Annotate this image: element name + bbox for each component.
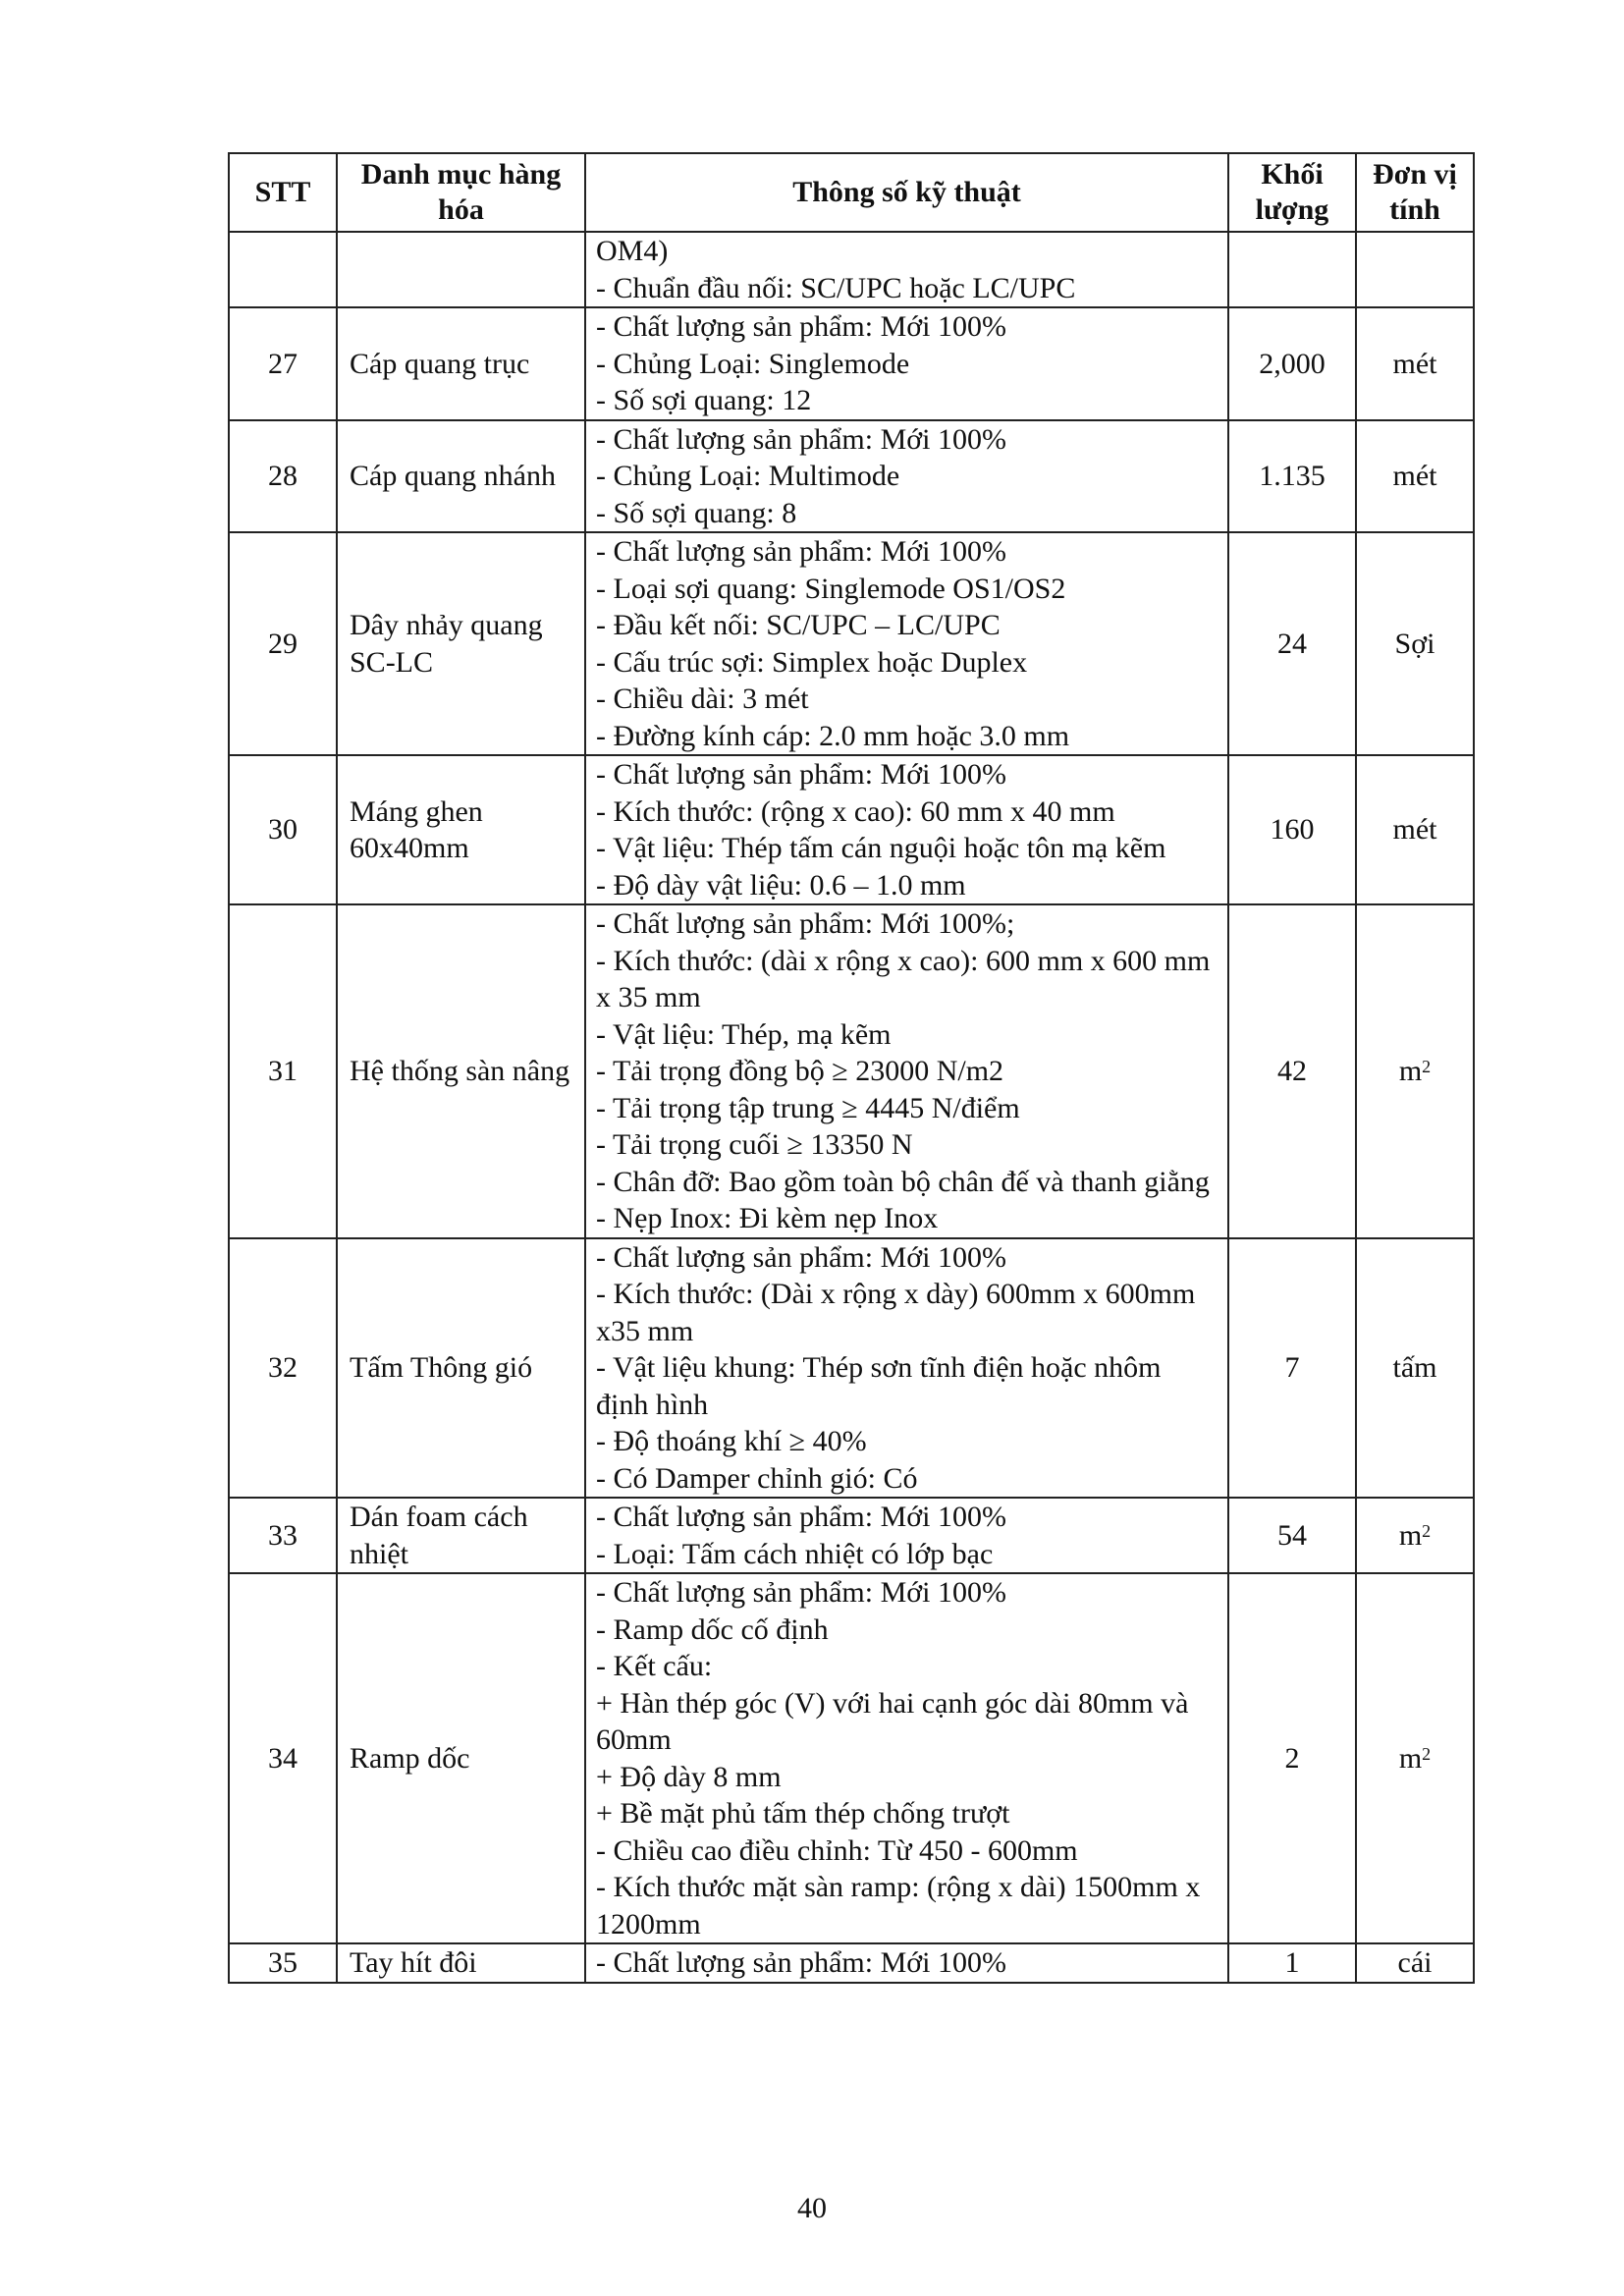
spec-table: [228, 152, 1475, 1984]
spec-line: - Vật liệu khung: Thép sơn tĩnh điện hoặc nhôm định hình: [596, 1351, 1162, 1421]
spec-line: - Chuẩn đầu nối: SC/UPC hoặc LC/UPC: [596, 271, 1076, 304]
header-stt: STT: [229, 153, 337, 232]
row-stt: 34: [229, 1573, 337, 1943]
spec-line: - Chủng Loại: Multimode: [596, 460, 900, 492]
spec-line: OM4): [596, 235, 669, 267]
row-item-name: Máng ghen 60x40mm: [337, 755, 585, 904]
row-unit: [1356, 1573, 1474, 1943]
spec-line: - Tải trọng cuối ≥ 13350 N: [596, 1128, 913, 1161]
row-spec: [585, 1498, 1228, 1573]
table-row: [229, 1943, 1474, 1983]
spec-line: - Độ dày vật liệu: 0.6 – 1.0 mm: [596, 868, 966, 902]
unit-text: tấm: [1392, 1351, 1437, 1384]
row-quantity: 2,000: [1228, 307, 1356, 420]
continuation-spec-cell: [585, 232, 1228, 307]
spec-line: - Số sợi quang: 12: [596, 384, 812, 416]
continuation-stt-cell: [229, 232, 337, 307]
spec-line: + Bề mặt phủ tấm thép chống trượt: [596, 1797, 1010, 1830]
row-quantity: 54: [1228, 1498, 1356, 1573]
header-spec: Thông số kỹ thuật: [585, 153, 1228, 232]
row-quantity: 7: [1228, 1238, 1356, 1499]
spec-line: - Kích thước: (dài x rộng x cao): 600 mm x 600 mm x 35 mm: [596, 944, 1211, 1013]
unit-superscript: 2: [1422, 1057, 1432, 1076]
row-quantity: 42: [1228, 904, 1356, 1238]
table-row: [229, 755, 1474, 904]
spec-line: - Chất lượng sản phẩm: Mới 100%: [596, 1501, 1006, 1533]
page-number: 40: [797, 2192, 827, 2224]
row-spec: [585, 1238, 1228, 1499]
spec-line: - Kết cấu:: [596, 1650, 713, 1682]
spec-line: - Chất lượng sản phẩm: Mới 100%: [596, 1946, 1006, 1979]
table-row: [229, 532, 1474, 755]
row-item-name: Tấm Thông gió: [337, 1238, 585, 1499]
header-unit: Đơn vị tính: [1356, 153, 1474, 232]
spec-line: - Tải trọng tập trung ≥ 4445 N/điểm: [596, 1091, 1020, 1124]
row-quantity: 24: [1228, 532, 1356, 755]
table-row: [229, 307, 1474, 420]
spec-line: - Có Damper chỉnh gió: Có: [596, 1461, 918, 1495]
unit-text: Sợi: [1394, 627, 1435, 660]
spec-line: + Độ dày 8 mm: [596, 1760, 782, 1793]
spec-line: - Chủng Loại: Singlemode: [596, 347, 910, 380]
table-row: [229, 1498, 1474, 1573]
row-stt: 31: [229, 904, 337, 1238]
spec-line: - Nẹp Inox: Đi kèm nẹp Inox: [596, 1202, 939, 1234]
spec-line: - Chiều cao điều chỉnh: Từ 450 - 600mm: [596, 1833, 1078, 1867]
spec-line: - Kích thước: (rộng x cao): 60 mm x 40 mm: [596, 794, 1115, 828]
spec-line: - Đường kính cáp: 2.0 mm hoặc 3.0 mm: [596, 719, 1070, 752]
row-stt: 27: [229, 307, 337, 420]
row-stt: 29: [229, 532, 337, 755]
unit-superscript: 2: [1422, 1743, 1432, 1764]
row-spec: [585, 1573, 1228, 1943]
spec-line: - Chiều dài: 3 mét: [596, 683, 809, 715]
spec-line: - Đầu kết nối: SC/UPC – LC/UPC: [596, 609, 1001, 641]
row-spec: [585, 755, 1228, 904]
spec-line: - Chất lượng sản phẩm: Mới 100%: [596, 310, 1006, 343]
table-row: [229, 1238, 1474, 1499]
table-row: [229, 420, 1474, 533]
row-spec: [585, 420, 1228, 533]
row-unit: [1356, 307, 1474, 420]
row-stt: 30: [229, 755, 337, 904]
row-unit: [1356, 755, 1474, 904]
table-row: [229, 1573, 1474, 1943]
spec-line: - Chất lượng sản phẩm: Mới 100%: [596, 422, 1006, 456]
spec-line: - Ramp dốc cố định: [596, 1613, 829, 1646]
row-stt: 32: [229, 1238, 337, 1499]
row-stt: 28: [229, 420, 337, 533]
spec-line: + Hàn thép góc (V) với hai cạnh góc dài 80mm và 60mm: [596, 1686, 1189, 1756]
row-spec: [585, 532, 1228, 755]
row-item-name: Cáp quang nhánh: [337, 420, 585, 533]
row-item-name: Dán foam cách nhiệt: [337, 1498, 585, 1573]
unit-text: m: [1398, 1741, 1423, 1775]
spec-line: - Vật liệu: Thép tấm cán nguội hoặc tôn mạ kẽm: [596, 832, 1166, 864]
table-header-row: [229, 153, 1474, 232]
unit-text: mét: [1392, 347, 1437, 380]
row-unit: [1356, 1498, 1474, 1573]
unit-superscript: 2: [1422, 1520, 1432, 1541]
continuation-unit-cell: [1356, 232, 1474, 307]
unit-text: mét: [1392, 460, 1437, 492]
row-quantity: 1.135: [1228, 420, 1356, 533]
row-unit: [1356, 1943, 1474, 1983]
row-spec: [585, 1943, 1228, 1983]
spec-line: - Chất lượng sản phẩm: Mới 100%;: [596, 907, 1015, 940]
row-item-name: Cáp quang trục: [337, 307, 585, 420]
spec-line: - Loại: Tấm cách nhiệt có lớp bạc: [596, 1537, 994, 1570]
spec-line: - Chân đỡ: Bao gồm toàn bộ chân đế và thanh giằng: [596, 1165, 1210, 1198]
header-name: Danh mục hàng hóa: [337, 153, 585, 232]
row-item-name: Hệ thống sàn nâng: [337, 904, 585, 1238]
unit-text: m: [1398, 1518, 1423, 1552]
spec-line: - Độ thoáng khí ≥ 40%: [596, 1425, 867, 1457]
row-unit: [1356, 904, 1474, 1238]
spec-line: - Chất lượng sản phẩm: Mới 100%: [596, 758, 1006, 791]
row-unit: [1356, 420, 1474, 533]
continuation-name-cell: [337, 232, 585, 307]
row-spec: [585, 307, 1228, 420]
row-stt: 35: [229, 1943, 337, 1983]
row-item-name: Dây nhảy quang SC-LC: [337, 532, 585, 755]
spec-line: - Số sợi quang: 8: [596, 496, 797, 529]
spec-line: - Chất lượng sản phẩm: Mới 100%: [596, 535, 1006, 568]
row-item-name: Ramp dốc: [337, 1573, 585, 1943]
unit-text: mét: [1392, 813, 1437, 847]
table-row: [229, 904, 1474, 1238]
spec-line: - Cấu trúc sợi: Simplex hoặc Duplex: [596, 645, 1028, 679]
spec-line: - Chất lượng sản phẩm: Mới 100%: [596, 1576, 1006, 1609]
continuation-row: [229, 232, 1474, 307]
row-quantity: 2: [1228, 1573, 1356, 1943]
spec-line: - Kích thước mặt sàn ramp: (rộng x dài) 1500mm x 1200mm: [596, 1871, 1201, 1941]
row-item-name: Tay hít đôi: [337, 1943, 585, 1983]
unit-text: cái: [1397, 1946, 1433, 1979]
spec-line: - Loại sợi quang: Singlemode OS1/OS2: [596, 572, 1066, 605]
row-spec: [585, 904, 1228, 1238]
table-body: [229, 232, 1474, 1983]
spec-line: - Tải trọng đồng bộ ≥ 23000 N/m2: [596, 1055, 1004, 1087]
spec-line: - Chất lượng sản phẩm: Mới 100%: [596, 1240, 1006, 1274]
row-quantity: 160: [1228, 755, 1356, 904]
row-quantity: 1: [1228, 1943, 1356, 1983]
unit-text: m: [1398, 1055, 1423, 1087]
row-unit: [1356, 1238, 1474, 1499]
row-unit: [1356, 532, 1474, 755]
continuation-qty-cell: [1228, 232, 1356, 307]
spec-line: - Vật liệu: Thép, mạ kẽm: [596, 1017, 892, 1051]
spec-line: - Kích thước: (Dài x rộng x dày) 600mm x 600mm x35 mm: [596, 1278, 1196, 1347]
header-qty: Khối lượng: [1228, 153, 1356, 232]
row-stt: 33: [229, 1498, 337, 1573]
